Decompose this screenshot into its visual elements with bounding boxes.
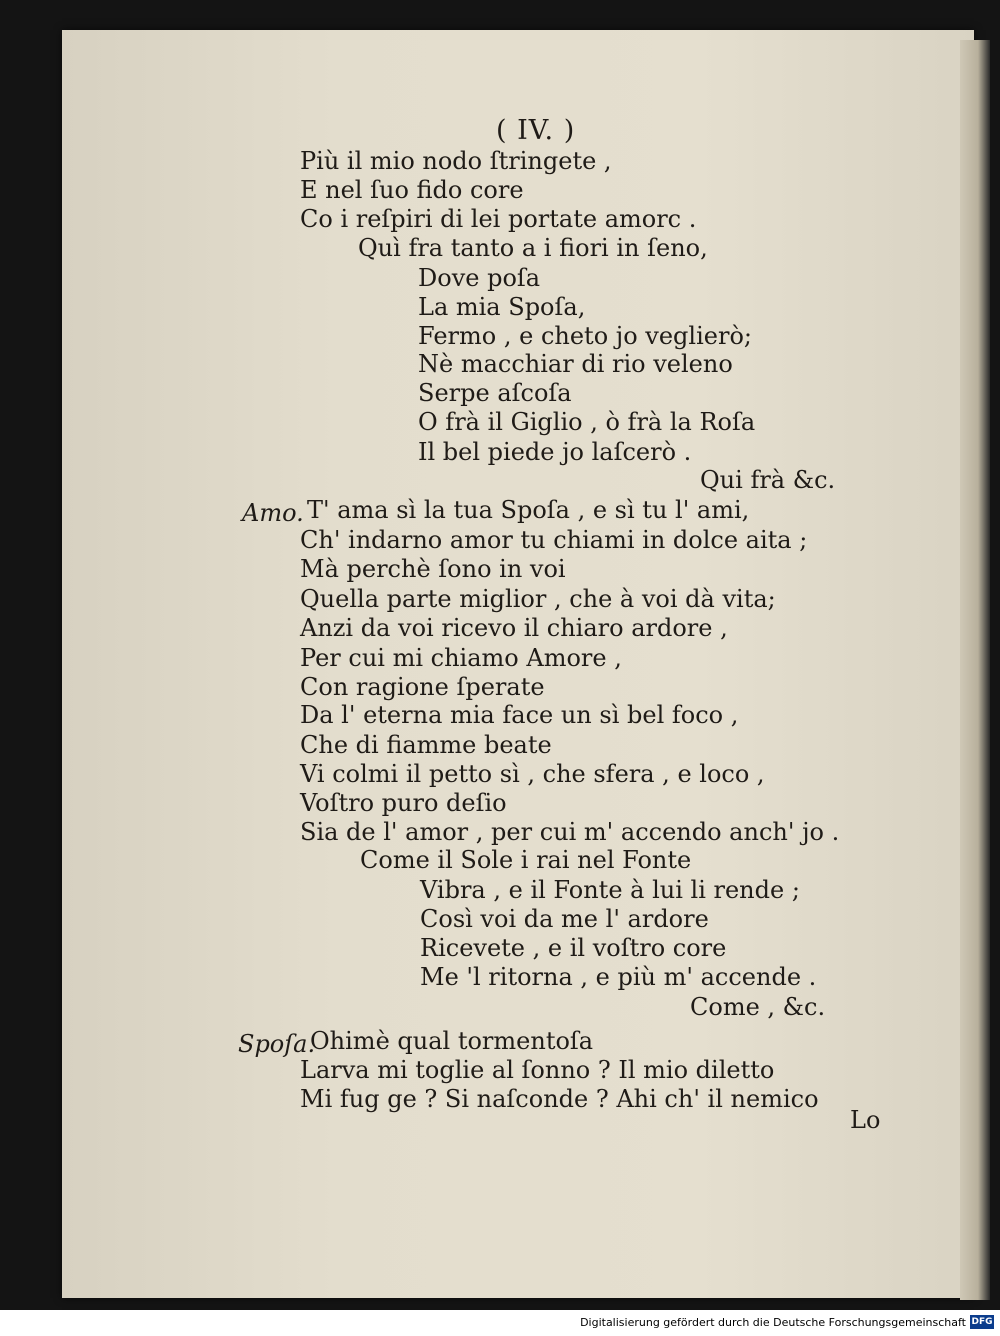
verse-line: Dove poſa xyxy=(418,264,541,292)
verse-line: Quì fra tanto a i fiori in ſeno, xyxy=(358,234,708,262)
verse-line: Co i reſpiri di lei portate amorc . xyxy=(300,205,697,233)
verse-line: Serpe aſcoſa xyxy=(418,379,572,407)
verse-line: Per cui mi chiamo Amore , xyxy=(300,644,622,672)
verse-line: Da l' eterna mia face un sì bel foco , xyxy=(300,701,739,729)
verse-line: Come il Sole i rai nel Fonte xyxy=(360,846,692,874)
verse-line: Vibra , e il Fonte à lui li rende ; xyxy=(420,876,800,904)
verse-line: Che di fiamme beate xyxy=(300,731,552,759)
verse-line: La mia Spoſa, xyxy=(418,293,586,321)
speaker-label: Spoſa. xyxy=(238,1030,316,1058)
verse-line: Anzi da voi ricevo il chiaro ardore , xyxy=(300,614,728,642)
repeat-cue: Come , &c. xyxy=(690,993,826,1021)
verse-line: Mà perchè ſono in voi xyxy=(300,555,566,583)
next-page-edge xyxy=(960,40,990,1300)
verse-line: Così voi da me l' ardore xyxy=(420,905,709,933)
verse-line: Ohimè qual tormentoſa xyxy=(310,1027,594,1055)
verse-line: Ch' indarno amor tu chiami in dolce aita ; xyxy=(300,526,808,554)
verse-line: Fermo , e cheto jo veglierò; xyxy=(418,322,752,350)
verse-line: T' ama sì la tua Spoſa , e sì tu l' ami, xyxy=(307,496,750,524)
speaker-label: Amo. xyxy=(242,499,304,527)
funding-notice: Digitalisierung gefördert durch die Deutsche Forschungsgemeinschaft xyxy=(580,1316,966,1329)
verse-line: Il bel piede jo laſcerò . xyxy=(418,438,692,466)
verse-line: Quella parte miglior , che à voi dà vita; xyxy=(300,585,776,613)
verse-line: Vi colmi il petto sì , che sfera , e loco , xyxy=(300,760,765,788)
catchword: Lo xyxy=(850,1106,881,1134)
verse-line: E nel ſuo fido core xyxy=(300,176,524,204)
verse-line: Sia de l' amor , per cui m' accendo anch' jo . xyxy=(300,818,840,846)
repeat-cue: Qui frà &c. xyxy=(700,466,836,494)
verse-line: Larva mi toglie al ſonno ? Il mio diletto xyxy=(300,1056,775,1084)
verse-line: Ricevete , e il voſtro core xyxy=(420,934,727,962)
verse-line: Con ragione ſperate xyxy=(300,673,545,701)
page-header: ( IV. ) xyxy=(496,115,576,146)
digitization-footer xyxy=(0,1310,1000,1336)
verse-line: Mi fug ge ? Si naſconde ? Ahi ch' il nemico xyxy=(300,1085,819,1113)
verse-line: Me 'l ritorna , e più m' accende . xyxy=(420,963,817,991)
verse-line: Più il mio nodo ſtringete , xyxy=(300,147,612,175)
dfg-logo-icon: DFG xyxy=(971,1317,993,1327)
verse-line: Nè macchiar di rio veleno xyxy=(418,350,733,378)
verse-line: Voſtro puro deſio xyxy=(300,789,507,817)
verse-line: O frà il Giglio , ò frà la Roſa xyxy=(418,408,756,436)
